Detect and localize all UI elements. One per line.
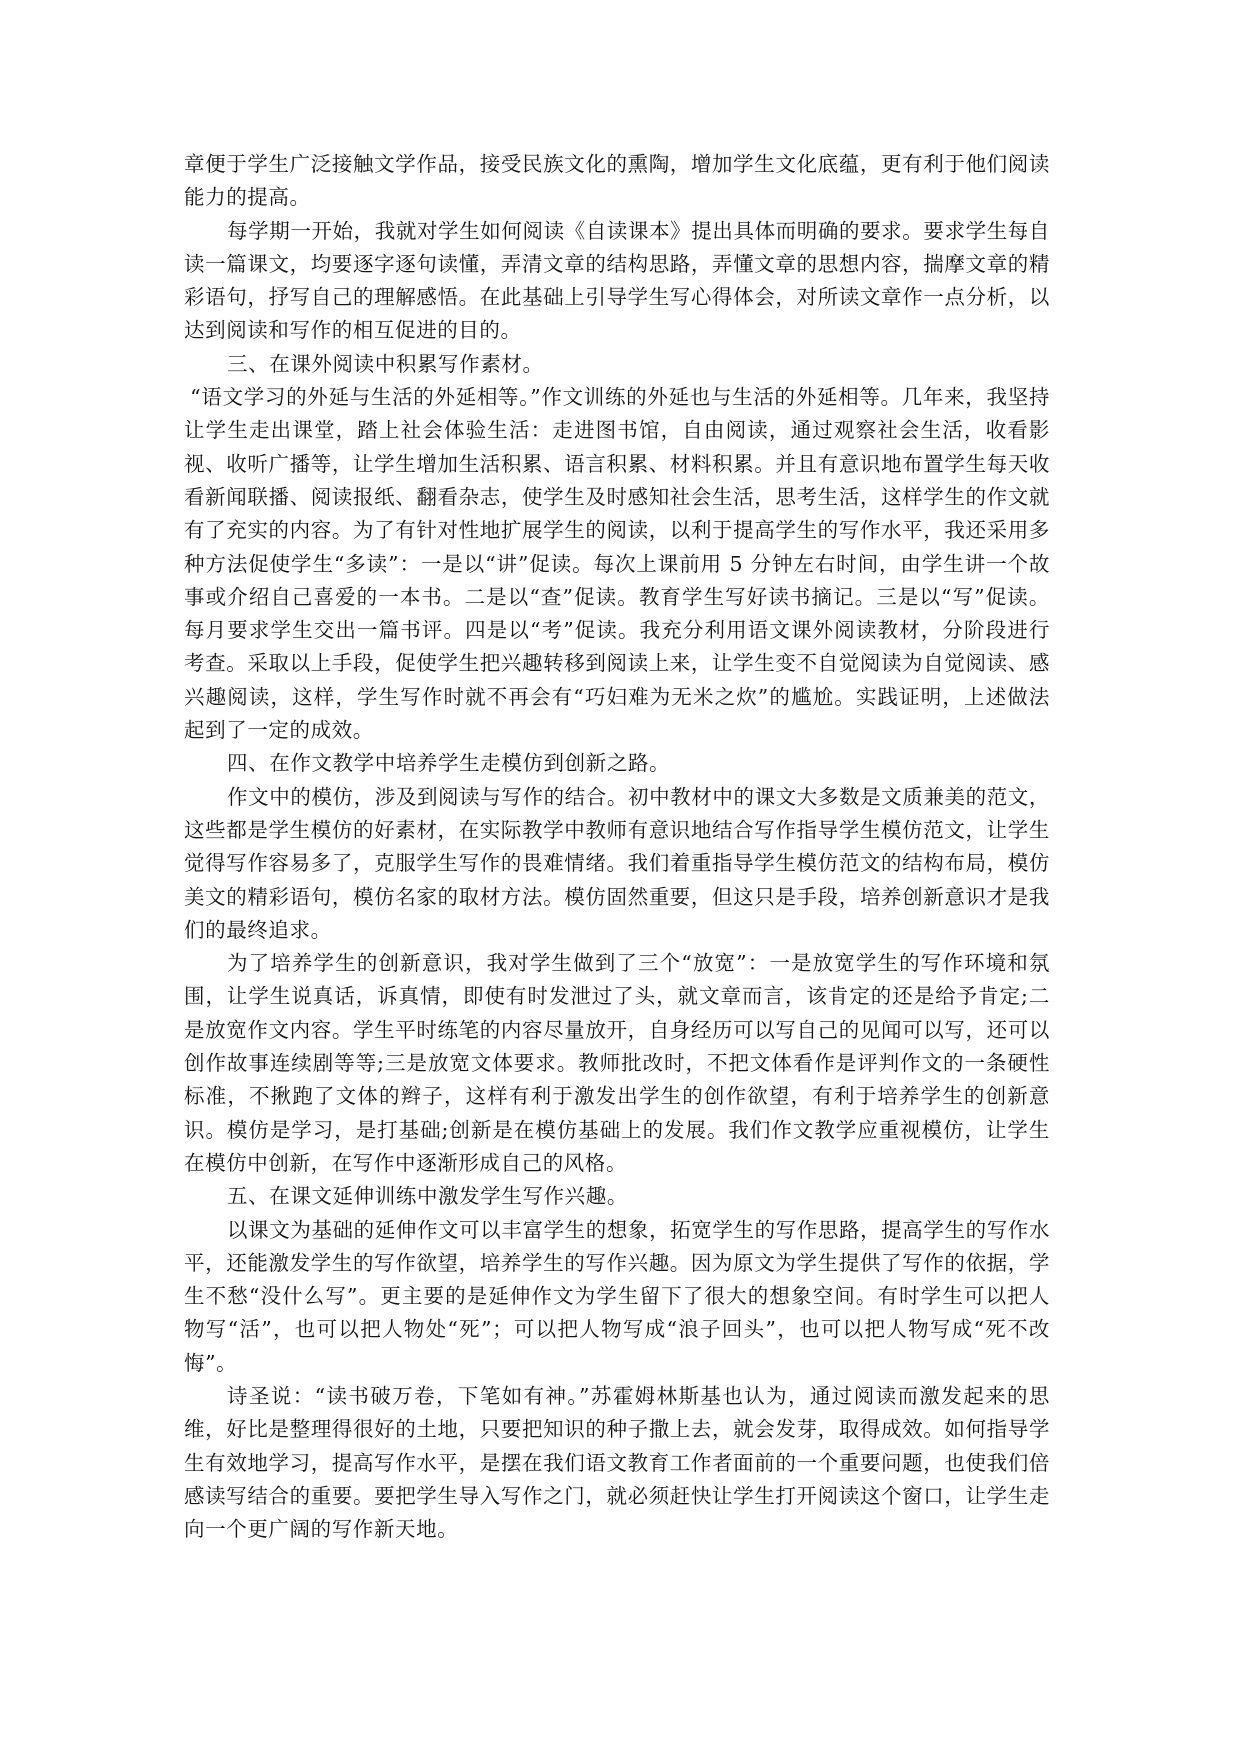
section-heading-5: 五、在课文延伸训练中激发学生写作兴趣。 [227, 1184, 628, 1209]
paragraph-self-reading-requirements: 每学期一开始，我就对学生如何阅读《自读课本》提出具体而明确的要求。要求学生每自读一篇课文，均要逐字逐句读懂，弄清文章的结构思路，弄懂文章的思想内容，揣摩文章的精彩语句，抒写自己的理解感悟。在此基础上引导学生写心得体会，对所读文章作一点分析，以达到阅读和写作的相互促进的目的。 [184, 218, 1050, 343]
paragraph-innovation: 为了培养学生的创新意识，我对学生做到了三个“放宽”：一是放宽学生的写作环境和氛围，让学生说真话，诉真情，即使有时发泄过了头，就文章而言，该肯定的还是给予肯定;二是放宽作文内容。学生平时练笔的内容尽量放开，自身经历可以写自己的见闻可以写，还可以创作故事连续剧等等;三是放宽文体要求。教师批改时，不把文体看作是评判作文的一条硬性标准，不揪跑了文体的辫子，这样有利于激发出学生的创作欲望，有利于培养学生的创新意识。模仿是学习，是打基础;创新是在模仿基础上的发展。我们作文教学应重视模仿，让学生在模仿中创新，在写作中逐渐形成自己的风格。 [184, 951, 1050, 1175]
document-body [184, 148, 1050, 1546]
paragraph-conclusion: 诗圣说：“读书破万卷，下笔如有神。”苏霍姆林斯基也认为，通过阅读而激发起来的思维，好比是整理得很好的土地，只要把知识的种子撒上去，就会发芽，取得成效。如何指导学生有效地学习，提高写作水平，是摆在我们语文教育工作者面前的一个重要问题，也使我们倍感读写结合的重要。要把学生导入写作之门，就必须赶快让学生打开阅读这个窗口，让学生走向一个更广阔的写作新天地。 [184, 1383, 1050, 1542]
section-heading-3: 三、在课外阅读中积累写作素材。 [227, 351, 544, 376]
paragraph-imitation: 作文中的模仿，涉及到阅读与写作的结合。初中教材中的课文大多数是文质兼美的范文，这些都是学生模仿的好素材，在实际教学中教师有意识地结合写作指导学生模仿范文，让学生觉得写作容易多了，克服学生写作的畏难情绪。我们着重指导学生模仿范文的结构布局，模仿美文的精彩语句，模仿名家的取材方法。模仿固然重要，但这只是手段，培养创新意识才是我们的最终追求。 [184, 784, 1050, 942]
section-heading-4: 四、在作文教学中培养学生走模仿到创新之路。 [227, 751, 671, 776]
paragraph-extension-writing: 以课文为基础的延伸作文可以丰富学生的想象，拓宽学生的写作思路，提高学生的写作水平，还能激发学生的写作欲望，培养学生的写作兴趣。因为原文为学生提供了写作的依据，学生不愁“没什么写”。更主要的是延伸作文为学生留下了很大的想象空间。有时学生可以把人物写“活”，也可以把人物处“死”；可以把人物写成“浪子回头”，也可以把人物写成“死不改悔”。 [184, 1217, 1050, 1375]
paragraph-extracurricular-reading: “语文学习的外延与生活的外延相等。”作文训练的外延也与生活的外延相等。几年来，我坚持让学生走出课堂，踏上社会体验生活：走进图书馆，自由阅读，通过观察社会生活，收看影视、收听广播等，让学生增加生活积累、语言积累、材料积累。并且有意识地布置学生每天收看新闻联播、阅读报纸、翻看杂志，使学生及时感知社会生活，思考生活，这样学生的作文就有了充实的内容。为了有针对性地扩展学生的阅读，以利于提高学生的写作水平，我还采用多种方法促使学生“多读”：一是以“讲”促读。每次上课前用 5 分钟左右时间，由学生讲一个故事或介绍自己喜爱的一本书。二是以“查”促读。教育学生写好读书摘记。三是以“写”促读。每月要求学生交出一篇书评。四是以“考”促读。我充分利用语文课外阅读教材，分阶段进行考查。采取以上手段，促使学生把兴趣转移到阅读上来，让学生变不自觉阅读为自觉阅读、感兴趣阅读，这样，学生写作时就不再会有“巧妇难为无米之炊”的尴尬。实践证明，上述做法起到了一定的成效。 [184, 385, 1050, 743]
paragraph-intro-continued: 章便于学生广泛接触文学作品，接受民族文化的熏陶，增加学生文化底蕴，更有利于他们阅读能力的提高。 [184, 152, 1050, 210]
